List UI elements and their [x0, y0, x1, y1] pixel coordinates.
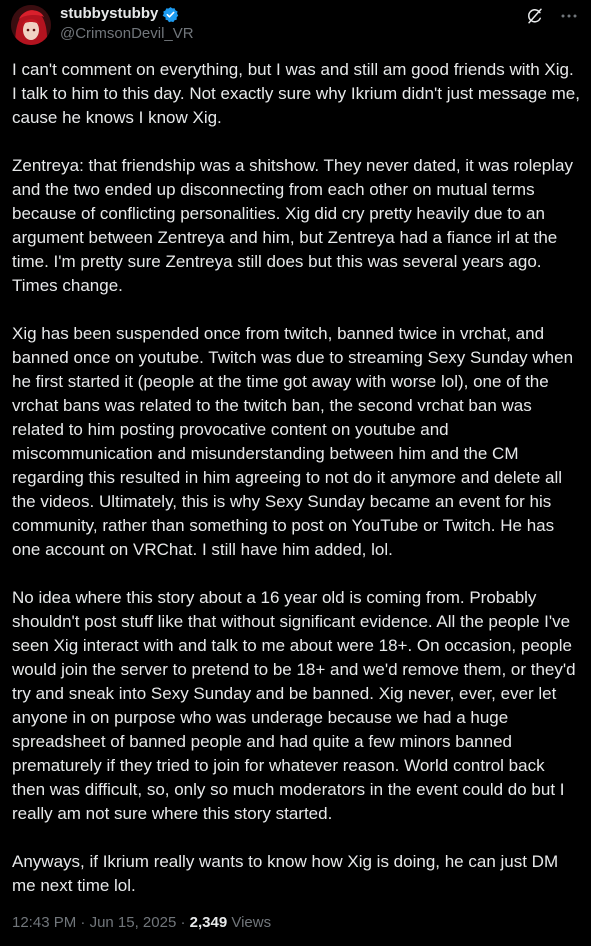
verified-badge-icon[interactable] [162, 6, 179, 23]
post-body [12, 58, 585, 898]
post-paragraph-5: Anyways, if Ikrium really wants to know how Xig is doing, he can just DM me next time lol. [12, 852, 563, 895]
post-header [0, 0, 591, 54]
post-paragraph-3: Xig has been suspended once from twitch, banned twice in vrchat, and banned once on youtube. Twitch was due to streaming Sexy Sunday when he first started it (people at the time got away with worse lol), one of the vrchat bans was related to the twitch ban, the second vrchat ban was related to him posting provocative content on youtube and miscommunication and misunderstanding between him and the CM regarding this resulted in him agreeing to not do it anymore and delete all the videos. Ultimately, this is why Sexy Sunday became an event for his community, rather than something to post on YouTube or Twitch. He has one account on VRChat. I still have him added, lol. [12, 324, 578, 559]
avatar-image [11, 5, 51, 45]
grok-icon[interactable] [525, 6, 545, 26]
meta-separator: · [76, 914, 90, 931]
author-display-name[interactable] [60, 4, 194, 24]
post-paragraph-4: No idea where this story about a 16 year old is coming from. Probably shouldn't post stuff like that without significant evidence. All the people I've seen Xig interact with and talk to me about were 18+. On occasion, people would join the server to pretend to be 18+ and we'd remove them, or they'd try and sneak into Sexy Sunday and be banned. Xig never, ever, ever let anyone in on purpose who was underage because we had a huge spreadsheet of banned people and had quite a few minors banned prematurely if they tried to join for whatever reason. World control back then was difficult, so, only so much moderators in the event could do but I really am not sure where this story started. [12, 588, 581, 823]
post-date[interactable]: Jun 15, 2025 [89, 914, 177, 931]
author-name-text[interactable]: stubbystubby [60, 5, 159, 22]
post-paragraph-1: I can't comment on everything, but I was and still am good friends with Xig. I talk to him to this day. Not exactly sure why Ikrium didn't just message me, cause he knows I know Xig. [12, 60, 585, 127]
views-count[interactable]: 2,349 [189, 914, 228, 931]
more-icon[interactable] [559, 6, 579, 26]
post-meta [12, 913, 271, 933]
post-paragraph-2: Zentreya: that friendship was a shitshow. They never dated, it was roleplay and the two ended up disconnecting from each other on mutual terms because of conflicting personalities. Xig did cry pretty heavily due to an argument between Zentreya and him, but Zentreya had a fiance irl at the time. I'm pretty sure Zentreya still does but this was several years ago. Times change. [12, 156, 578, 295]
views-label: Views [227, 914, 272, 931]
post-top-actions [525, 6, 579, 26]
meta-separator-2: · [176, 914, 190, 931]
author-handle[interactable]: @CrimsonDevil_VR [60, 25, 194, 42]
author-avatar[interactable] [11, 5, 51, 45]
author-info [60, 4, 194, 44]
post-time[interactable]: 12:43 PM [12, 914, 77, 931]
